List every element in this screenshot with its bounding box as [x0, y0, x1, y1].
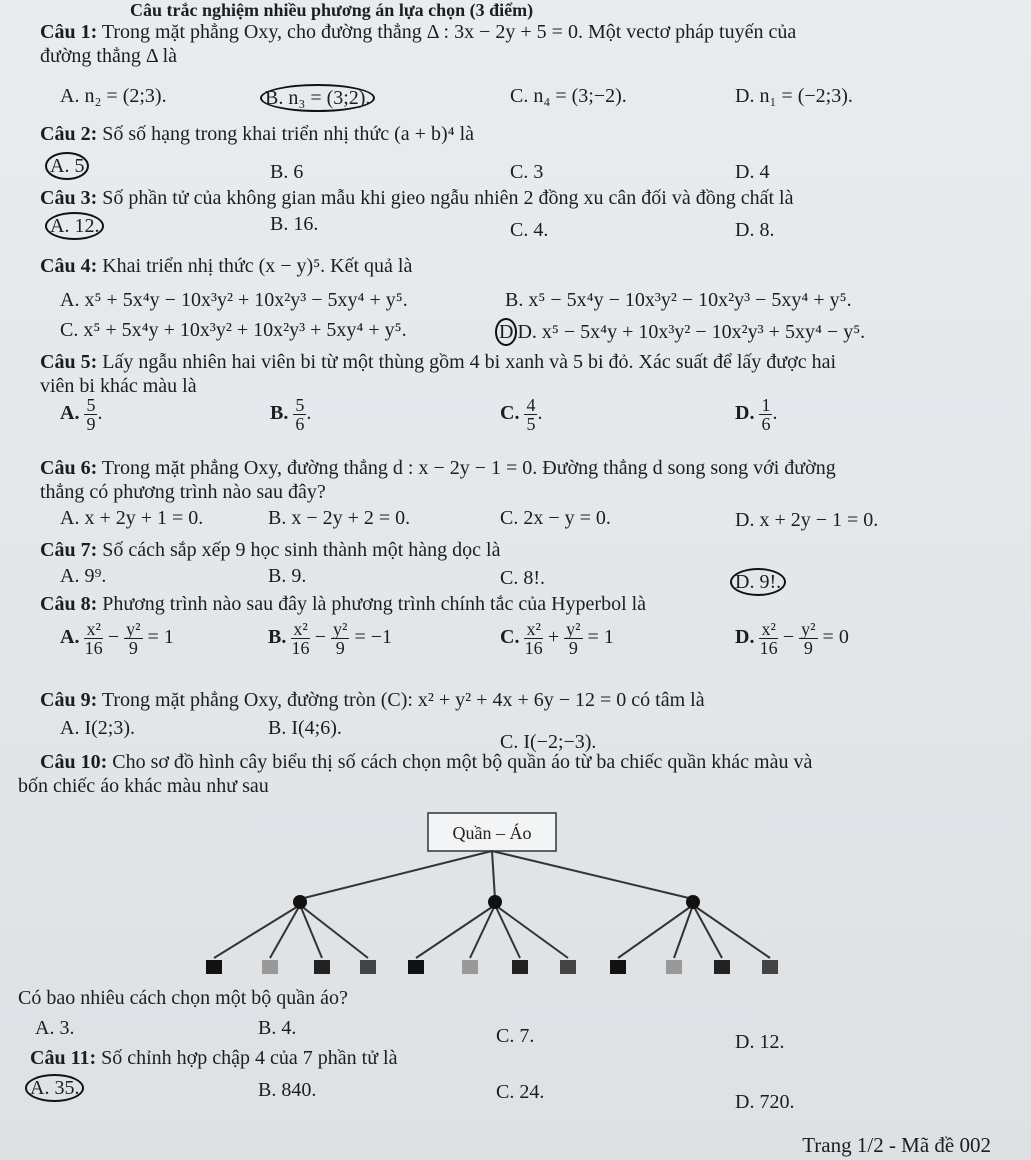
question-6-cont: thẳng có phương trình nào sau đây?	[40, 481, 326, 503]
q5-option-a[interactable]: A. $\frac{5}{9}$ .	[60, 395, 103, 434]
section-header: Câu trắc nghiệm nhiều phương án lựa chọn (3 điểm)	[130, 0, 534, 20]
q1-option-d[interactable]: D. n₁ = (−2;3).	[735, 85, 853, 107]
q5-option-b[interactable]: B. $\frac{5}{6}$ .	[270, 395, 312, 434]
question-4: Câu 4: Khai triển nhị thức (x − y)⁵. Kết quả là	[40, 255, 413, 277]
q4-option-c[interactable]: C. x⁵ + 5x⁴y + 10x³y² + 10x²y³ + 5xy⁴ + y⁵.	[60, 319, 407, 341]
q10-option-b[interactable]: B. 4.	[258, 1017, 297, 1039]
q5-option-d[interactable]: D. $\frac{1}{6}$ .	[735, 395, 778, 434]
q7-option-d[interactable]: D. 9!.	[735, 568, 786, 596]
tree-leaves-shirts	[206, 960, 778, 974]
q7-option-c[interactable]: C. 8!.	[500, 567, 545, 589]
q8-option-a[interactable]: A. $\frac{\text{x²}}{16}$ − $\frac{\text{y²}}{9}$ = 1	[60, 619, 174, 658]
q4-option-d[interactable]: D D. x⁵ − 5x⁴y + 10x³y² − 10x²y³ + 5xy⁴ − y⁵.	[500, 318, 865, 346]
question-5: Câu 5: Lấy ngẫu nhiên hai viên bi từ một thùng gồm 4 bi xanh và 5 bi đỏ. Xác suất để lấy được hai	[40, 351, 837, 373]
q3-option-c[interactable]: C. 4.	[510, 219, 549, 241]
q6-option-a[interactable]: A. x + 2y + 1 = 0.	[60, 507, 204, 529]
q2-option-c[interactable]: C. 3	[510, 161, 544, 183]
q8-option-b[interactable]: B. $\frac{\text{x²}}{16}$ − $\frac{\text{y²}}{9}$ = −1	[268, 619, 392, 658]
q7-option-a[interactable]: A. 9⁹.	[60, 565, 107, 587]
q1-option-b[interactable]: B. n₃ = (3;2).	[265, 84, 375, 112]
q2-option-d[interactable]: D. 4	[735, 161, 770, 183]
q3-option-a[interactable]: A. 12.	[50, 212, 104, 240]
q2-option-a[interactable]: A. 5	[50, 152, 89, 180]
question-10: Câu 10: Cho sơ đồ hình cây biểu thị số cách chọn một bộ quần áo từ ba chiếc quần khác màu và	[40, 751, 813, 773]
question-9: Câu 9: Trong mặt phẳng Oxy, đường tròn (C): x² + y² + 4x + 6y − 12 = 0 có tâm là	[40, 689, 705, 711]
question-1: Câu 1: Trong mặt phẳng Oxy, cho đường thẳng Δ : 3x − 2y + 5 = 0. Một vectơ pháp tuyến của	[40, 21, 797, 43]
question-3: Câu 3: Số phần tử của không gian mẫu khi gieo ngẫu nhiên 2 đồng xu cân đối và đồng chất là	[40, 187, 794, 209]
tree-node-pants-2	[488, 895, 502, 909]
q11-option-c[interactable]: C. 24.	[496, 1081, 545, 1103]
q10-option-a[interactable]: A. 3.	[35, 1017, 75, 1039]
q10-option-c[interactable]: C. 7.	[496, 1025, 535, 1047]
question-5-cont: viên bi khác màu là	[40, 375, 197, 397]
q3-option-d[interactable]: D. 8.	[735, 219, 775, 241]
question-1-cont: đường thẳng Δ là	[40, 45, 178, 67]
question-10-cont: bốn chiếc áo khác màu như sau	[18, 775, 269, 797]
tree-node-pants-3	[686, 895, 700, 909]
q8-option-c[interactable]: C. $\frac{\text{x²}}{16}$ + $\frac{\text{y²}}{9}$ = 1	[500, 619, 614, 658]
tree-diagram	[200, 805, 800, 980]
q2-option-b[interactable]: B. 6	[270, 161, 304, 183]
q11-option-d[interactable]: D. 720.	[735, 1091, 795, 1113]
page-footer: Trang 1/2 - Mã đề 002	[802, 1133, 991, 1157]
q9-option-a[interactable]: A. I(2;3).	[60, 717, 135, 739]
question-11: Câu 11: Số chỉnh hợp chập 4 của 7 phần tử là	[30, 1047, 398, 1069]
q6-option-b[interactable]: B. x − 2y + 2 = 0.	[268, 507, 411, 529]
q11-option-b[interactable]: B. 840.	[258, 1079, 317, 1101]
q9-option-b[interactable]: B. I(4;6).	[268, 717, 342, 739]
question-6: Câu 6: Trong mặt phẳng Oxy, đường thẳng d : x − 2y − 1 = 0. Đường thẳng d song song với đường	[40, 457, 836, 479]
q4-option-a[interactable]: A. x⁵ + 5x⁴y − 10x³y² + 10x²y³ − 5xy⁴ + y⁵.	[60, 289, 408, 311]
q9-option-c[interactable]: C. I(−2;−3).	[500, 731, 597, 753]
q7-option-b[interactable]: B. 9.	[268, 565, 307, 587]
q10-option-d[interactable]: D. 12.	[735, 1031, 785, 1053]
question-10-ask: Có bao nhiêu cách chọn một bộ quần áo?	[18, 987, 348, 1009]
q3-option-b[interactable]: B. 16.	[270, 213, 319, 235]
question-7: Câu 7: Số cách sắp xếp 9 học sinh thành một hàng dọc là	[40, 539, 501, 561]
question-8: Câu 8: Phương trình nào sau đây là phương trình chính tắc của Hyperbol là	[40, 593, 647, 615]
q11-option-a[interactable]: A. 35.	[30, 1074, 84, 1102]
q8-option-d[interactable]: D. $\frac{\text{x²}}{16}$ − $\frac{\text{y²}}{9}$ = 0	[735, 619, 849, 658]
q4-option-b[interactable]: B. x⁵ − 5x⁴y − 10x³y² − 10x²y³ − 5xy⁴ + y⁵.	[505, 289, 852, 311]
q1-option-c[interactable]: C. n₄ = (3;−2).	[510, 85, 627, 107]
q1-option-a[interactable]: A. n₂ = (2;3).	[60, 85, 167, 107]
q6-option-d[interactable]: D. x + 2y − 1 = 0.	[735, 509, 879, 531]
tree-root-label: Quần – Áo	[452, 823, 532, 843]
question-2: Câu 2: Số số hạng trong khai triển nhị thức (a + b)⁴ là	[40, 123, 475, 145]
q5-option-c[interactable]: C. $\frac{4}{5}$ .	[500, 395, 543, 434]
q6-option-c[interactable]: C. 2x − y = 0.	[500, 507, 611, 529]
tree-node-pants-1	[293, 895, 307, 909]
